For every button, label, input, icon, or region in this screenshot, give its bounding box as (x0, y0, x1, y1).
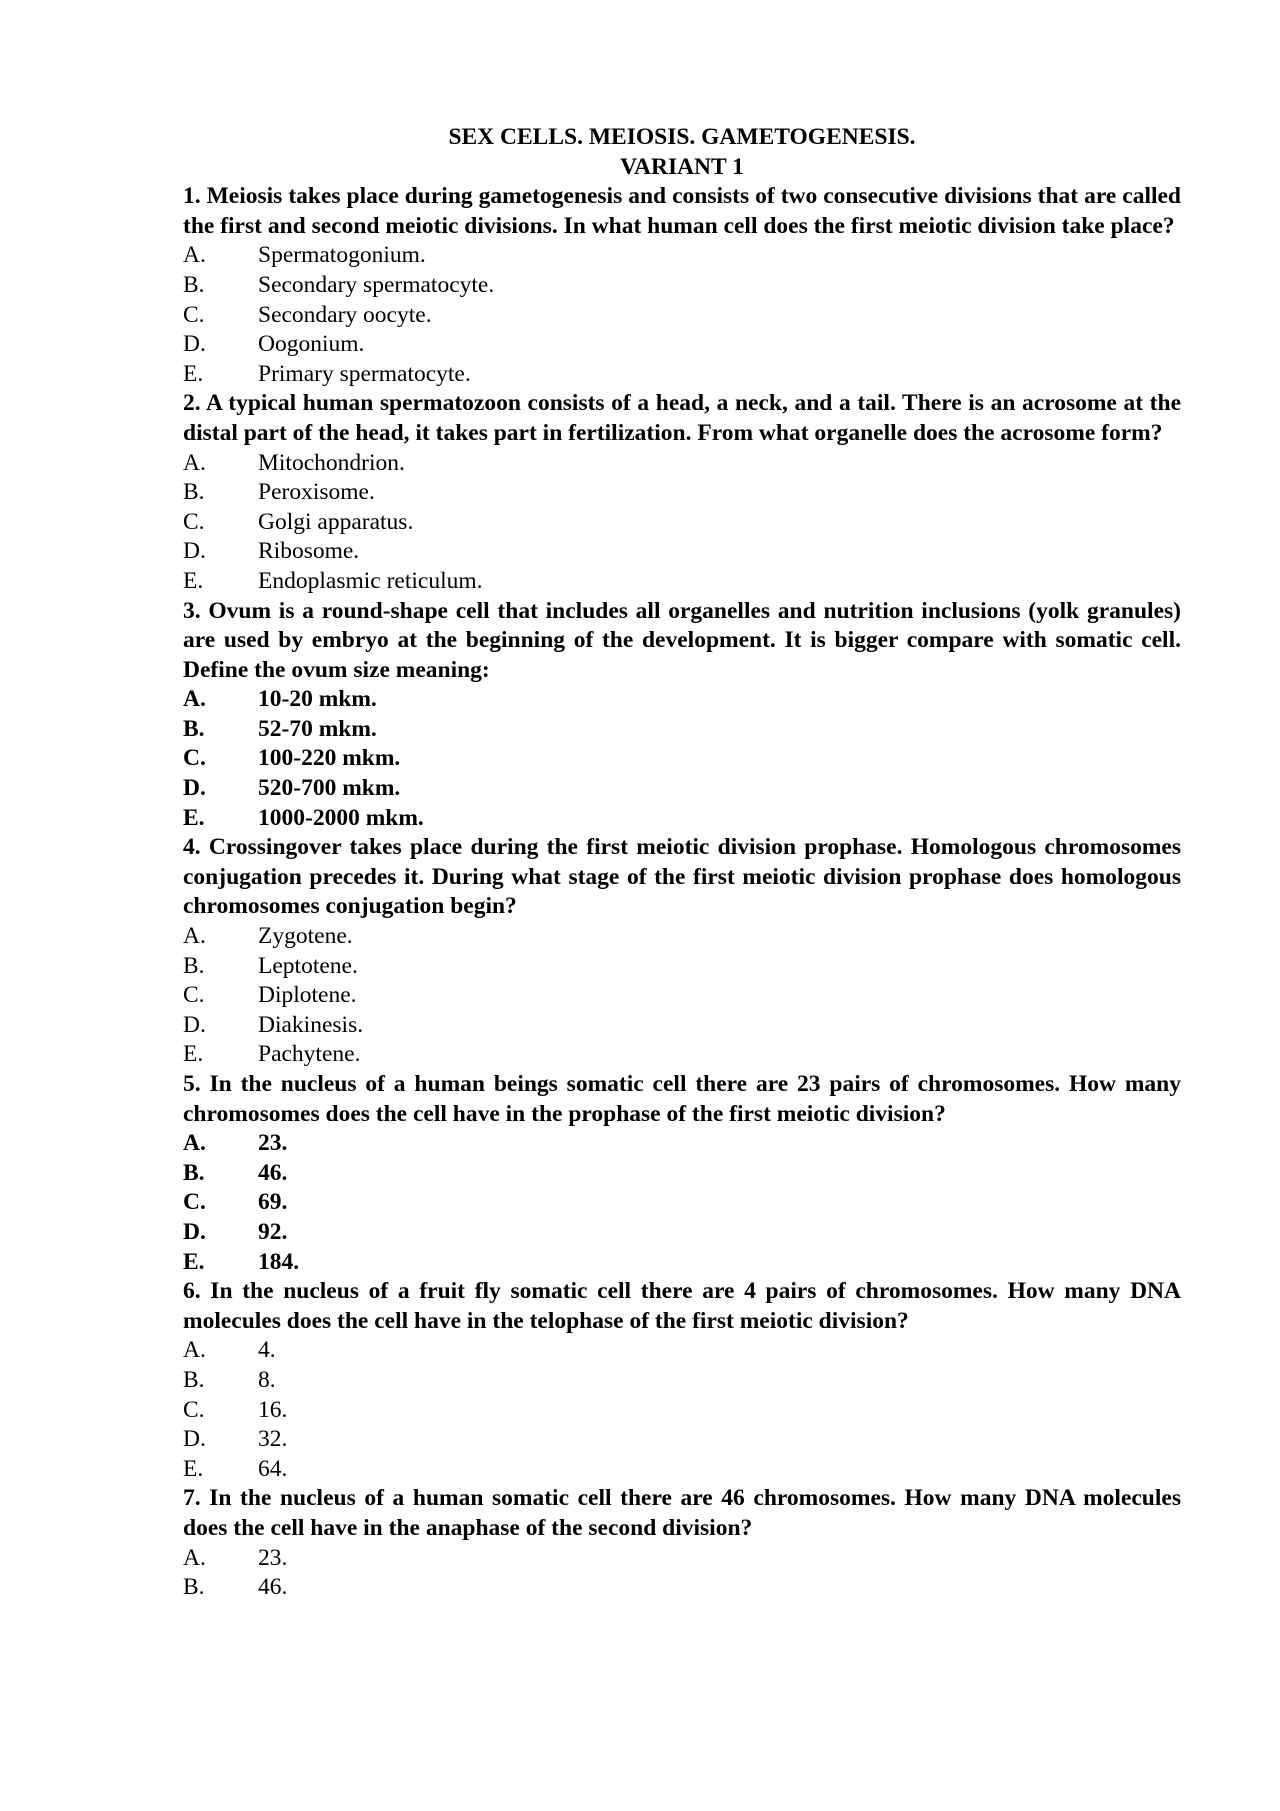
answer-option (183, 715, 1181, 745)
option-letter: D. (183, 775, 206, 802)
option-text: 92. (258, 1218, 288, 1245)
option-text: 8. (258, 1366, 276, 1393)
option-text: Peroxisome. (258, 479, 375, 506)
option-text: 4. (258, 1337, 276, 1364)
answer-option (183, 1040, 1181, 1070)
option-text: 16. (258, 1396, 288, 1423)
question-4 (183, 833, 1181, 1070)
question-text: 5. In the nucleus of a human beings somatic cell there are 23 pairs of chromosomes. How many chromosomes does the cell have in the prophase of the first meiotic division? (183, 1071, 1181, 1127)
option-text: Golgi apparatus. (258, 508, 414, 535)
option-text: Secondary oocyte. (258, 301, 432, 328)
question-text: 6. In the nucleus of a fruit fly somatic cell there are 4 pairs of chromosomes. How many DNA molecules does the cell have in the telophase of the first meiotic division? (183, 1278, 1181, 1334)
option-letter: A. (183, 242, 206, 269)
option-text: Zygotene. (258, 923, 353, 950)
option-text: 184. (258, 1248, 300, 1275)
option-text: 52-70 mkm. (258, 715, 377, 742)
question-text: 4. Crossingover takes place during the first meiotic division prophase. Homologous chromosomes conjugation precedes it. During what stage of the first meiotic division prophase does homologous chromosomes conjugation begin? (183, 834, 1181, 920)
document-page (183, 123, 1181, 1603)
question-6 (183, 1277, 1181, 1484)
option-letter: E. (183, 804, 205, 831)
answer-options (183, 922, 1181, 1070)
option-letter: B. (183, 952, 205, 979)
answer-options (183, 241, 1181, 389)
question-7 (183, 1484, 1181, 1602)
question-text: 1. Meiosis takes place during gametogenesis and consists of two consecutive divisions that are called the first and second meiotic divisions. In what human cell does the first meiotic division take place? (183, 183, 1181, 239)
option-letter: C. (183, 1396, 205, 1423)
option-text: Primary spermatocyte. (258, 360, 471, 387)
variant-label: VARIANT 1 (620, 153, 744, 180)
answer-option (183, 1396, 1181, 1426)
answer-options (183, 1129, 1181, 1277)
option-letter: D. (183, 331, 206, 358)
option-letter: A. (183, 1337, 206, 1364)
question-text: 3. Ovum is a round-shape cell that includes all organelles and nutrition inclusions (yolk granules) are used by embryo at the beginning of the development. It is bigger compare with somatic cell. Define the ovum size meaning: (183, 597, 1181, 683)
answer-option (183, 271, 1181, 301)
option-letter: C. (183, 301, 205, 328)
option-text: 64. (258, 1455, 288, 1482)
option-text: 100-220 mkm. (258, 745, 401, 772)
option-letter: E. (183, 1455, 204, 1482)
option-letter: C. (183, 1189, 206, 1216)
option-text: Oogonium. (258, 331, 365, 358)
option-letter: E. (183, 567, 204, 594)
option-letter: A. (183, 449, 206, 476)
answer-option (183, 804, 1181, 834)
option-text: 46. (258, 1159, 288, 1186)
question-text: 2. A typical human spermatozoon consists of a head, a neck, and a tail. There is an acrosome at the distal part of the head, it takes part in fertilization. From what organelle does the acrosome form? (183, 390, 1181, 446)
answer-option (183, 508, 1181, 538)
answer-options (183, 449, 1181, 597)
answer-option (183, 330, 1181, 360)
option-text: 1000-2000 mkm. (258, 804, 424, 831)
option-letter: B. (183, 1574, 205, 1601)
option-letter: D. (183, 538, 206, 565)
answer-option (183, 241, 1181, 271)
answer-option (183, 774, 1181, 804)
answer-options (183, 685, 1181, 833)
option-text: 69. (258, 1189, 288, 1216)
option-text: 46. (258, 1574, 288, 1601)
answer-option (183, 1366, 1181, 1396)
option-letter: B. (183, 1159, 205, 1186)
answer-option (183, 1573, 1181, 1603)
option-letter: E. (183, 1041, 204, 1068)
answer-option (183, 301, 1181, 331)
option-text: Diakinesis. (258, 1011, 364, 1038)
answer-option (183, 744, 1181, 774)
option-letter: D. (183, 1218, 206, 1245)
answer-option (183, 922, 1181, 952)
answer-option (183, 1218, 1181, 1248)
option-text: Diplotene. (258, 982, 357, 1009)
answer-option (183, 1455, 1181, 1485)
option-text: Endoplasmic reticulum. (258, 567, 483, 594)
answer-option (183, 537, 1181, 567)
option-letter: B. (183, 1366, 205, 1393)
answer-option (183, 449, 1181, 479)
question-5 (183, 1070, 1181, 1277)
question-list (183, 182, 1181, 1603)
option-letter: D. (183, 1426, 206, 1453)
option-letter: A. (183, 1130, 206, 1157)
option-letter: A. (183, 923, 206, 950)
answer-option (183, 1188, 1181, 1218)
option-letter: B. (183, 715, 205, 742)
option-letter: D. (183, 1011, 206, 1038)
option-text: 520-700 mkm. (258, 775, 401, 802)
option-text: Secondary spermatocyte. (258, 271, 495, 298)
answer-option (183, 360, 1181, 390)
question-3 (183, 597, 1181, 834)
answer-options (183, 1336, 1181, 1484)
option-text: 10-20 mkm. (258, 686, 377, 713)
document-title: SEX CELLS. MEIOSIS. GAMETOGENESIS. (448, 124, 916, 150)
answer-option (183, 567, 1181, 597)
option-text: Pachytene. (258, 1041, 361, 1068)
answer-option (183, 478, 1181, 508)
option-letter: E. (183, 1248, 205, 1275)
option-text: 23. (258, 1544, 288, 1571)
option-text: Ribosome. (258, 538, 360, 565)
answer-option (183, 981, 1181, 1011)
question-1 (183, 182, 1181, 389)
answer-option (183, 1159, 1181, 1189)
question-text: 7. In the nucleus of a human somatic cell there are 46 chromosomes. How many DNA molecules does the cell have in the anaphase of the second division? (183, 1485, 1181, 1541)
option-letter: B. (183, 479, 205, 506)
option-letter: A. (183, 1544, 206, 1571)
option-text: Spermatogonium. (258, 242, 426, 269)
option-letter: C. (183, 982, 205, 1009)
question-2 (183, 389, 1181, 596)
option-text: 32. (258, 1426, 288, 1453)
answer-option (183, 1544, 1181, 1574)
answer-option (183, 1011, 1181, 1041)
answer-option (183, 685, 1181, 715)
answer-option (183, 952, 1181, 982)
answer-option (183, 1425, 1181, 1455)
option-letter: C. (183, 745, 206, 772)
option-text: Leptotene. (258, 952, 358, 979)
answer-option (183, 1129, 1181, 1159)
answer-options (183, 1544, 1181, 1603)
option-letter: E. (183, 360, 204, 387)
option-letter: A. (183, 686, 206, 713)
option-letter: B. (183, 271, 205, 298)
option-text: Mitochondrion. (258, 449, 405, 476)
option-letter: C. (183, 508, 205, 535)
option-text: 23. (258, 1130, 288, 1157)
answer-option (183, 1248, 1181, 1278)
answer-option (183, 1336, 1181, 1366)
